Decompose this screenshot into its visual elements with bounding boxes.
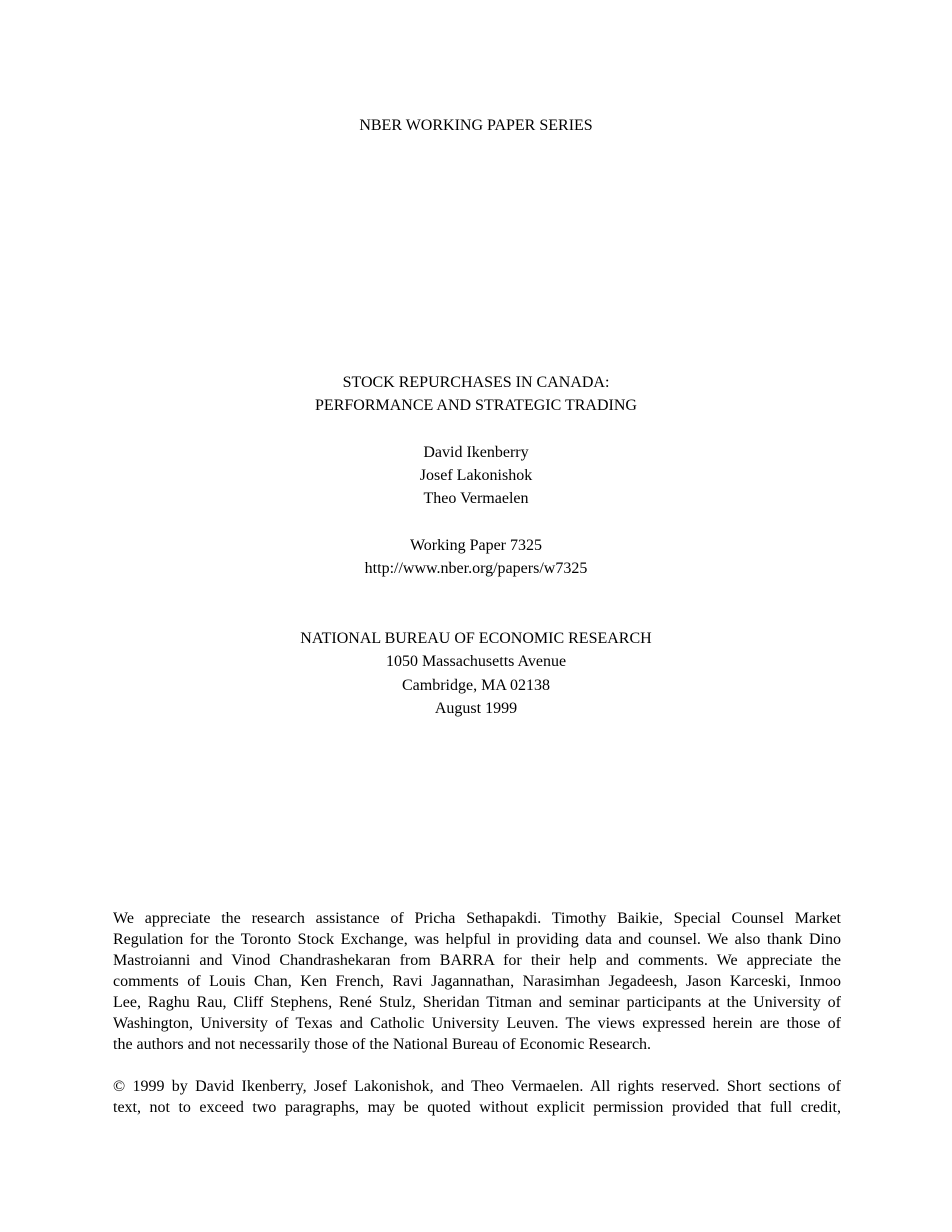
institution-street: 1050 Massachusetts Avenue xyxy=(385,653,567,670)
institution-city: Cambridge, MA 02138 xyxy=(402,677,550,694)
acknowledgement-paragraph xyxy=(113,908,841,1055)
publication-date: August 1999 xyxy=(434,700,518,717)
copyright-paragraph xyxy=(113,1076,841,1118)
title-line-1: STOCK REPURCHASES IN CANADA: xyxy=(342,374,610,391)
author-name: David Ikenberry xyxy=(423,444,529,461)
paper-url[interactable]: http://www.nber.org/papers/w7325 xyxy=(364,560,588,577)
author-name: Josef Lakonishok xyxy=(419,467,533,484)
paragraph-line: Washington, University of Texas and Catholic University Leuven. The views expressed herein are those of xyxy=(113,1015,841,1032)
paragraph-line: Mastroianni and Vinod Chandrashekaran from BARRA for their help and comments. We appreciate the xyxy=(113,952,841,969)
author-name: Theo Vermaelen xyxy=(423,490,529,507)
paragraph-line: We appreciate the research assistance of Pricha Sethapakdi. Timothy Baikie, Special Counsel Market xyxy=(113,910,841,927)
series-label: NBER WORKING PAPER SERIES xyxy=(359,117,593,134)
paragraph-line: © 1999 by David Ikenberry, Josef Lakonishok, and Theo Vermaelen. All rights reserved. Short sections of xyxy=(113,1078,841,1095)
paragraph-line: Lee, Raghu Rau, Cliff Stephens, René Stulz, Sheridan Titman and seminar participants at the University of xyxy=(113,994,841,1011)
paragraph-line: the authors and not necessarily those of the National Bureau of Economic Research. xyxy=(113,1036,652,1053)
paragraph-line: Regulation for the Toronto Stock Exchange, was helpful in providing data and counsel. We also thank Dino xyxy=(113,931,841,948)
paragraph-line: text, not to exceed two paragraphs, may be quoted without explicit permission provided that full credit, xyxy=(113,1099,841,1116)
title-line-2: PERFORMANCE AND STRATEGIC TRADING xyxy=(315,397,637,414)
institution-name: NATIONAL BUREAU OF ECONOMIC RESEARCH xyxy=(300,630,652,647)
paragraph-line: comments of Louis Chan, Ken French, Ravi Jagannathan, Narasimhan Jegadeesh, Jason Karceski, Inmoo xyxy=(113,973,841,990)
working-paper-number: Working Paper 7325 xyxy=(409,537,543,554)
